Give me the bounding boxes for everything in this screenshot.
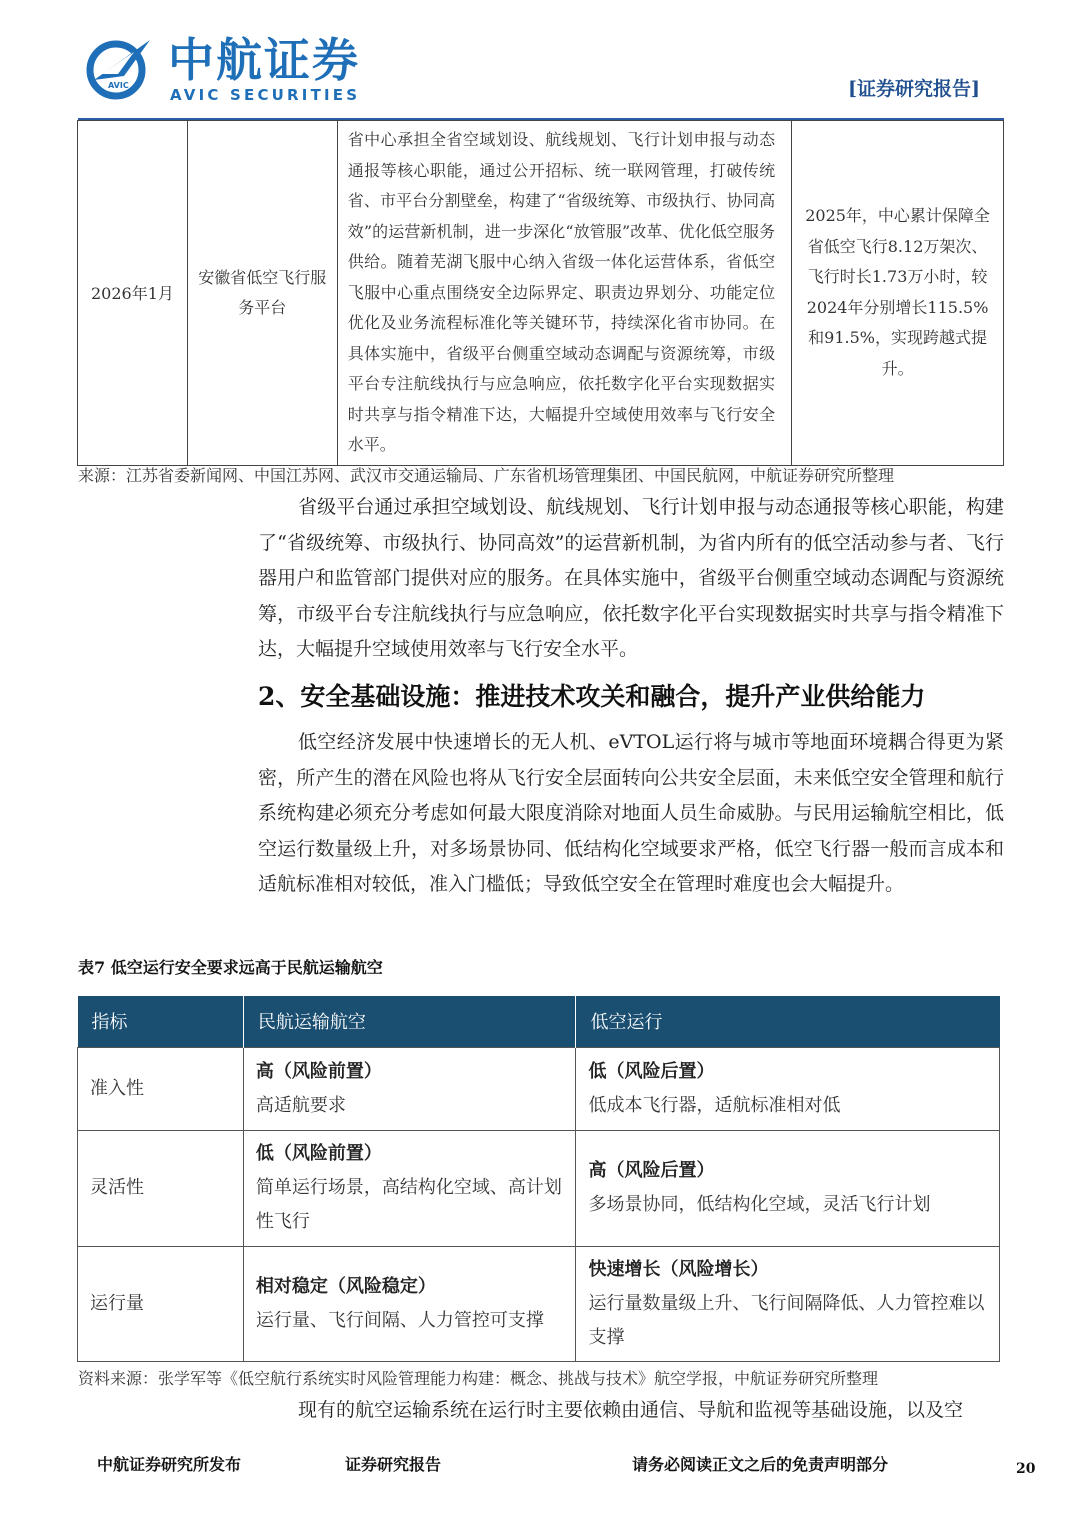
- report-type-tag: [证券研究报告]: [848, 78, 980, 100]
- cell-text: 运行量数量级上升、飞行间隔降低、人力管控难以支撑: [588, 1292, 985, 1348]
- company-logo: [84, 32, 384, 104]
- footer-publisher: 中航证券研究所发布: [97, 1455, 242, 1474]
- table-row: [78, 1246, 1000, 1361]
- logo-chinese-text: 中航证券: [168, 33, 360, 87]
- body-paragraph: 省级平台通过承担空域划设、航线规划、飞行计划申报与动态通报等核心职能，构建了“省级统筹、市级执行、协同高效”的运营新机制，为省内所有的低空活动参与者、飞行器用户和监管部门提供对应的服务。在具体实施中，省级平台侧重空域动态调配与资源统筹，市级平台专注航线执行与应急响应，依托数字化平台实现数据实时共享与指令精准下达，大幅提升空域使用效率与飞行安全水平。: [258, 496, 1004, 660]
- platform-name-cell: 安徽省低空飞行服务平台: [187, 121, 337, 466]
- column-header: 民航运输航空: [243, 996, 576, 1047]
- cell-heading: 低（风险后置）: [588, 1060, 715, 1082]
- column-header: 低空运行: [576, 996, 1000, 1047]
- column-header: 指标: [78, 996, 244, 1047]
- logo-english-text: AVIC SECURITIES: [170, 86, 361, 104]
- section-heading: 2、安全基础设施：推进技术攻关和融合，提升产业供给能力: [258, 682, 926, 711]
- table-source-note: 资料来源：张学军等《低空航行系统实时风险管理能力构建：概念、挑战与技术》航空学报，中航证券研究所整理: [78, 1369, 879, 1388]
- page-number: 20: [1016, 1461, 1036, 1477]
- logo-badge-text: AVIC: [108, 81, 129, 90]
- cell-heading: 快速增长（风险增长）: [588, 1258, 769, 1280]
- cell-heading: 相对稳定（风险稳定）: [255, 1275, 436, 1297]
- metric-cell: 准入性: [78, 1047, 244, 1130]
- footer-disclaimer: 请务必阅读正文之后的免责声明部分: [632, 1455, 889, 1474]
- table-row: [78, 1130, 1000, 1246]
- civil-aviation-cell: [243, 1246, 576, 1361]
- metric-cell: 灵活性: [78, 1130, 244, 1246]
- cell-heading: 低（风险前置）: [255, 1143, 382, 1164]
- low-altitude-cell: [576, 1047, 1000, 1130]
- cell-text: 运行量、飞行间隔、人力管控可支撑: [255, 1309, 544, 1331]
- body-paragraph: 低空经济发展中快速增长的无人机、eVTOL运行将与城市等地面环境耦合得更为紧密，所产生的潜在风险也将从飞行安全层面转向公共安全层面，未来低空安全管理和航行系统构建必须充分考虑如何最大限度消除对地面人员生命威胁。与民用运输航空相比，低空运行数量级上升，对多场景协同、低结构化空域要求严格，低空飞行器一般而言成本和适航标准相对较低，准入门槛低；导致低空安全在管理时难度也会大幅提升。: [258, 731, 1004, 895]
- cell-text: 低成本飞行器，适航标准相对低: [588, 1094, 841, 1116]
- body-paragraph: 现有的航空运输系统在运行时主要依赖由通信、导航和监视等基础设施，以及空: [298, 1399, 964, 1421]
- table-header-row: [78, 996, 1000, 1047]
- safety-comparison-table: [77, 996, 1000, 1362]
- low-altitude-cell: [576, 1130, 1000, 1246]
- date-cell: 2026年1月: [78, 121, 188, 466]
- civil-aviation-cell: [243, 1047, 576, 1130]
- description-cell: 省中心承担全省空域划设、航线规划、飞行计划申报与动态通报等核心职能，通过公开招标、统一联网管理，打破传统省、市平台分割壁垒，构建了“省级统筹、市级执行、协同高效”的运营新机制，进一步深化“放管服”改革、优化低空服务供给。随着芜湖飞服中心纳入省级一体化运营体系，省低空飞服中心重点围绕安全边际界定、职责边界划分、功能定位优化及业务流程标准化等关键环节，持续深化省市协同。在具体实施中，省级平台侧重空域动态调配与资源统筹，市级平台专注航线执行与应急响应，依托数字化平台实现数据实时共享与指令精准下达，大幅提升空域使用效率与飞行安全水平。: [337, 121, 791, 466]
- table-row: [78, 121, 1004, 466]
- civil-aviation-cell: [243, 1130, 576, 1246]
- low-altitude-cell: [576, 1246, 1000, 1361]
- cell-text: 多场景协同，低结构化空域，灵活飞行计划: [588, 1194, 931, 1215]
- avic-plane-logo-icon: [84, 36, 152, 100]
- result-cell: 2025年，中心累计保障全省低空飞行8.12万架次、飞行时长1.73万小时，较2024年分别增长115.5%和91.5%，实现跨越式提升。: [792, 121, 1004, 466]
- footer-report-type: 证券研究报告: [345, 1455, 442, 1474]
- metric-cell: 运行量: [78, 1246, 244, 1361]
- cell-heading: 高（风险前置）: [255, 1060, 382, 1082]
- table-source-note: 来源：江苏省委新闻网、中国江苏网、武汉市交通运输局、广东省机场管理集团、中国民航网，中航证券研究所整理: [78, 466, 895, 485]
- table-caption: 表7 低空运行安全要求远高于民航运输航空: [78, 958, 383, 977]
- platform-table: [77, 120, 1004, 466]
- cell-text: 高适航要求: [255, 1094, 346, 1116]
- cell-text: 简单运行场景，高结构化空域、高计划性飞行: [255, 1177, 562, 1232]
- cell-heading: 高（风险后置）: [588, 1160, 715, 1181]
- table-row: [78, 1047, 1000, 1130]
